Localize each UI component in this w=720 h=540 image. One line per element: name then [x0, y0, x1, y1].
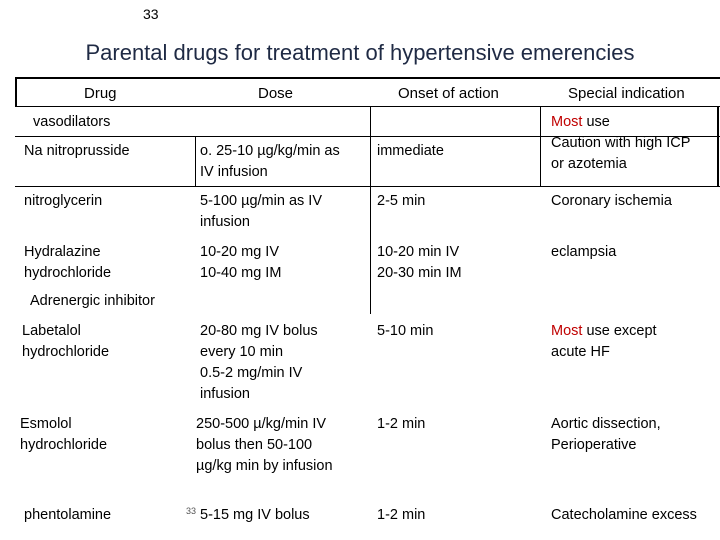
footer-slide-mark: 33: [186, 506, 197, 516]
section-adrenergic-inhibitor: Adrenergic inhibitor: [30, 293, 155, 309]
indication-cell: eclampsia: [551, 244, 617, 260]
drug-cell: phentolamine: [24, 507, 112, 523]
section-vasodilators: vasodilators: [33, 114, 111, 130]
slide-number: 33: [143, 6, 159, 22]
indication-cell: Aortic dissection, Perioperative: [551, 416, 661, 453]
slide-title: Parental drugs for treatment of hypertensive emerencies: [85, 40, 635, 65]
dose-cell: 5-15 mg IV bolus: [200, 507, 310, 523]
onset-cell: immediate: [377, 143, 444, 159]
drug-cell: Labetalol hydrochloride: [22, 323, 110, 360]
onset-cell: 5-10 min: [377, 323, 434, 339]
dose-cell: 10-20 mg IV 10-40 mg IM: [200, 244, 282, 281]
onset-cell: 1-2 min: [377, 507, 426, 523]
drug-cell: Na nitroprusside: [24, 143, 130, 159]
onset-cell: 1-2 min: [377, 416, 426, 432]
indication-cell: Coronary ischemia: [551, 193, 672, 209]
header-indication: Special indication: [568, 85, 685, 102]
dose-cell: o. 25-10 µg/kg/min as IV infusion: [200, 143, 340, 180]
dose-cell: 5-100 µg/min as IV infusion: [200, 193, 322, 230]
indication-cell: Most use except acute HF: [551, 323, 657, 360]
onset-cell: 10-20 min IV 20-30 min IM: [377, 244, 462, 281]
drug-cell: Hydralazine hydrochloride: [24, 244, 112, 281]
onset-cell: 2-5 min: [377, 193, 426, 209]
header-drug: Drug: [84, 85, 117, 102]
indication-cell: Catecholamine excess: [551, 507, 697, 523]
drug-cell: Esmolol hydrochloride: [20, 416, 108, 453]
header-onset: Onset of action: [398, 85, 499, 102]
dose-cell: 20-80 mg IV bolus every 10 min 0.5-2 mg/min IV infusion: [200, 323, 318, 402]
drug-cell: nitroglycerin: [24, 193, 103, 209]
dose-cell: 250-500 µ/kg/min IV bolus then 50-100 µg/kg min by infusion: [196, 416, 333, 474]
header-dose: Dose: [258, 85, 294, 102]
indication-cell: Most use Caution with high ICP or azotemia: [551, 114, 691, 172]
